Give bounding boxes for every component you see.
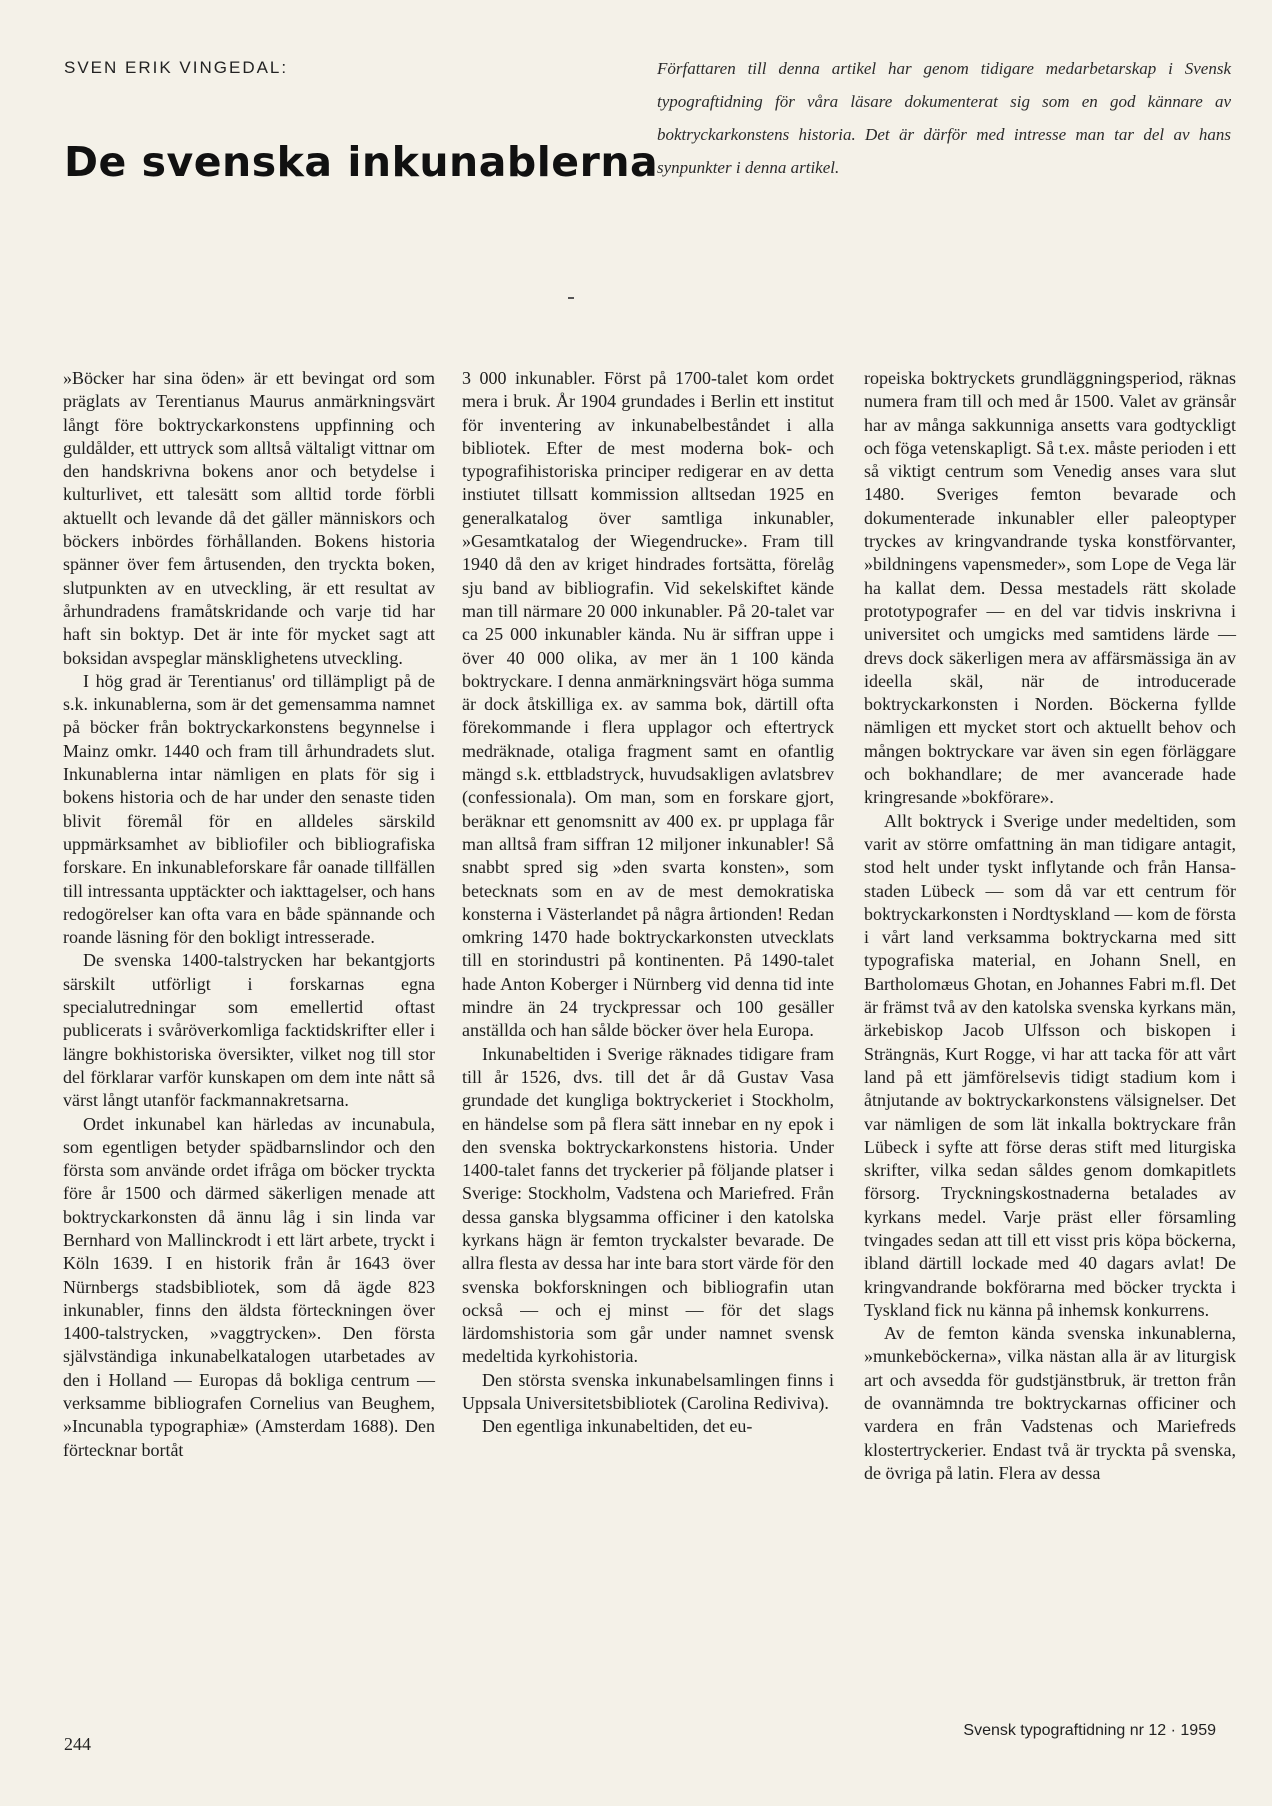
paragraph: I hög grad är Terentianus' ord tillämpligt på de s.k. inkunablerna, som är det gemensamma namnet på böcker från boktryckarkonstens begynnelse i Mainz omkr. 1440 och fram till århundradets slut. Inkunablerna intar nämligen en plats för sig i bokens historia och de har under den senaste tiden blivit föremål för en alldeles särskild uppmärksamhet av bibliofiler och bibliografiska forskare. En inkunableforskare får oanade tillfällen till intressanta upptäckter och iakttagelser, och hans redogörelser kan ofta vara en både spännande och roande läsning för den bokligt intresserade. (63, 670, 435, 948)
text-column-2 (462, 367, 834, 1439)
paragraph: Den egentliga inkunabeltiden, det eu- (482, 1416, 753, 1437)
paragraph: Allt boktryck i Sverige under medeltiden, som varit av större omfattning än man tidigare antagit, stod helt under tyskt inflytande och från Hansa-staden Lübeck — som då var ett centrum för boktryckarkonsten i Nordtyskland — kom de första i vårt land verksamma boktryckarna med sitt typografiska material, en Johann Snell, en Bartholomæus Ghotan, en Johannes Fabri m.fl. Det är främst två av den katolska svenska kyrkans män, ärkebiskop Jacob Ulfsson och biskopen i Strängnäs, Kurt Rogge, vi har att tacka för att vårt land på ett jämförelsevis tidigt stadium kom i åtnjutande av boktryckarkonstens välsignelser. Det var nämligen de som lät inkalla boktryckare från Lübeck i syfte att förse deras stift med liturgiska skrifter, vilka sedan såldes genom domkapitlets försorg. Tryckningskostnaderna betalades av kyrkans medel. Varje präst eller församling tvingades sedan att till ett visst pris köpa böckerna, ibland därtill lockade med 40 dagars avlat! De kringvandrande bokförarna med böcker tryckta i Tyskland fick nu känna på inhemsk konkurrens. (864, 810, 1236, 1320)
paragraph: ropeiska boktryckets grundläggningsperiod, räknas numera fram till och med år 1500. Valet av gränsår har av många sakkunniga ansetts vara godtyckligt och föga vetenskapligt. Så t.ex. måste perioden i ett så viktigt centrum som Venedig anses vara slut 1480. Sveriges femton bevarade och dokumenterade inkunabler eller paleoptyper tryckes av kringvandrande tyska konstförvanter, »bildningens vapensmeder», som Lope de Vega lär ha kallat dem. Dessa mestadels rätt skolade prototypografer — en del var tidvis inskrivna i universitet och umgicks med samtidens lärde — drevs dock säkerligen mera av affärsmässiga än av ideella skäl, när de introducerade boktryckarkonsten i Norden. Böckerna fyllde nämligen ett mycket stort och aktuellt behov och mången boktryckare var även sin egen förläggare och bokhandlare; de mer avancerade hade kringresande »bokförare». (864, 368, 1236, 808)
article-title: De svenska inkunablerna (64, 138, 659, 186)
author-byline: SVEN ERIK VINGEDAL: (64, 58, 289, 77)
paragraph: Ordet inkunabel kan härledas av incunabula, som egentligen betyder spädbarnslindor och den första som använde ordet ifråga om böcker tryckta före år 1500 och därmed säkerligen menade att boktryckarkonsten då ännu låg i sin linda var Bernhard von Mallinckrodt i ett lärt arbete, tryckt i Köln 1639. I en historik från år 1643 över Nürnbergs stadsbibliotek, som då ägde 823 inkunabler, finns den äldsta förteckningen över 1400-talstrycken, »vaggtrycken». Den första självständiga inkunabelkatalogen utarbetades av den i Holland — Europas då bokliga centrum — verksamme bibliografen Cornelius van Beughem, »Incunabla typographiæ» (Amsterdam 1688). Den förtecknar bortåt (63, 1113, 435, 1460)
text-column-3 (864, 367, 1236, 1485)
paragraph: Den största svenska inkunabelsamlingen finns i Uppsala Universitetsbibliotek (Carolina Rediviva). (462, 1369, 834, 1414)
paragraph: 3 000 inkunabler. Först på 1700-talet kom ordet mera i bruk. År 1904 grundades i Berlin ett institut för inventering av inkunabelbeståndet i alla bibliotek. Efter de mest moderna bok- och typografihistoriska principer redigerar en av detta instiutet tillsatt kommission alltsedan 1925 en generalkatalog över samtliga inkunabler, »Gesamtkatalog der Wiegendrucke». Fram till 1940 då den av kriget hindrades fortsätta, förelåg sju band av bibliografin. Vid sekelskiftet kände man till närmare 20 000 inkunabler. På 20-talet var ca 25 000 inkunabler kända. Nu är siffran uppe i över 40 000 olika, av mer än 1 100 kända boktryckare. I denna anmärkningsvärt höga summa är dock åtskilliga ex. av samma bok, därtill ofta förekommande i flera upplagor och eftertryck medräknade, otaliga fragment samt en ofantlig mängd s.k. ettbladstryck, huvudsakligen avlatsbrev (confessionala). Om man, som en forskare gjort, beräknar ett genomsnitt av 400 ex. pr upplaga får man alltså fram siffran 12 miljoner inkunabler! Så snabbt spred sig »den svarta konsten», som betecknats som en av de mest demokratiska konsterna i Västerlandet på några årtionden! Redan omkring 1470 hade boktryckarkonsten utvecklats till en storindustri på kontinenten. På 1490-talet hade Anton Koberger i Nürnberg vid denna tid inte mindre än 24 tryckpressar och 100 gesäller anställda och han sålde böcker över hela Europa. (462, 368, 834, 1041)
publication-footer: Svensk typograftidning nr 12 · 1959 (963, 1722, 1216, 1739)
page-number: 244 (64, 1734, 91, 1754)
paragraph: Inkunabeltiden i Sverige räknades tidigare fram till år 1526, dvs. till det år då Gustav Vasa grundade det kungliga boktryckeriet i Stockholm, en händelse som på flera sätt innebar en ny epok i den svenska boktryckarkonstens historia. Under 1400-talet fanns det tryckerier på följande platser i Sverige: Stockholm, Vadstena och Mariefred. Från dessa ganska blygsamma officiner i den katolska kyrkans hägn är femton tryckalster bevarade. De allra flesta av dessa har inte bara stort värde för den svenska bokforskningen och bibliografin utan också — och ej minst — för det slags lärdomshistoria som går under namnet svensk medeltida kyrkohistoria. (462, 1043, 834, 1367)
paragraph: Av de femton kända svenska inkunablerna, »munkeböckerna», vilka nästan alla är av liturgisk art och avsedda för gudstjänstbruk, är tretton från de ovannämnda tre boktryckarnas officiner och vardera en från Vadstenas och Mariefreds klostertryckerier. Endast två är tryckta på svenska, de övriga på latin. Flera av dessa (864, 1323, 1236, 1483)
text-column-1 (63, 367, 435, 1462)
decorative-dash (568, 297, 574, 299)
article-intro: Författaren till denna artikel har genom tidigare medarbetarskap i Svensk typograftidning för våra läsare dokumenterat sig som en god kännare av boktryckarkonstens historia. Det är därför med intresse man tar del av hans synpunkter i denna artikel. (657, 59, 1231, 177)
paragraph: »Böcker har sina öden» är ett bevingat ord som präglats av Terentianus Maurus anmärkningsvärt långt före boktryckarkonstens uppfinning och guldålder, ett uttryck som alltså vältaligt vittnar om den handskrivna bokens anor och betydelse i kulturlivet, ett talesätt som alltid torde förbli aktuellt och levande då det gäller människors och böckers inbördes förhållanden. Bokens historia spänner över fem årtusenden, den tryckta boken, slutpunkten av en utveckling, är ett resultat av århundradens framåtskridande och varje tid har haft sin boktyp. Det är inte för mycket sagt att boksidan avspeglar mänsklighetens utveckling. (63, 368, 435, 668)
paragraph: De svenska 1400-talstrycken har bekantgjorts särskilt utförligt i forskarnas egna specialutredningar som emellertid oftast publicerats i svåröverkomliga facktidskrifter eller i längre bokhistoriska översikter, vilket nog till stor del förklarar varför kunskapen om dem inte nått så värst långt utanför fackmannakretsarna. (63, 950, 435, 1111)
